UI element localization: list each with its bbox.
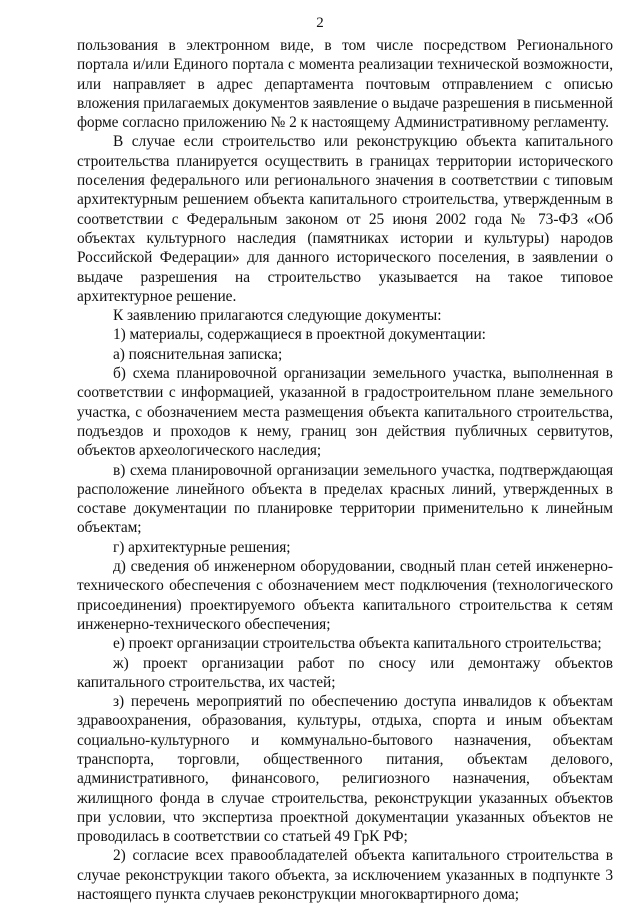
- paragraph: К заявлению прилагаются следующие документы:: [113, 307, 442, 325]
- paragraph: пользования в электронном виде, в том числе посредством Регионального портала и/или Единого портала с момента реализации технической возможности, или направляет в адрес департамента почтовым отправлением с описью вложения прилагаемых документов заявление о выдаче разрешения в письменной форме согласно приложению № 2 к настоящему Административному регламенту.: [77, 37, 613, 132]
- list-item: в) схема планировочной организации земельного участка, подтверждающая расположение линейного объекта в пределах красных линий, утвержденных в составе документации по планировке территории применительно к линейным объектам;: [77, 461, 613, 537]
- document-body: [77, 36, 613, 904]
- list-item: б) схема планировочной организации земельного участка, выполненная в соответствии с информацией, указанной в градостроительном плане земельного участка, с обозначением места размещения объекта капитального строительства, подъездов и проходов к нему, границ зон действия публичных сервитутов, объектов археологического наследия;: [77, 365, 613, 460]
- list-item: ж) проект организации работ по сносу или демонтажу объектов капитального строительства, их частей;: [77, 654, 613, 691]
- list-item: д) сведения об инженерном оборудовании, сводный план сетей инженерно-технического обеспечения с обозначением мест подключения (технологического присоединения) проектируемого объекта капитального строительства к сетям инженерно-технического обеспечения;: [77, 558, 613, 633]
- page-number: 2: [316, 15, 324, 31]
- list-item: 2) согласие всех правообладателей объекта капитального строительства в случае реконструкции такого объекта, за исключением указанных в подпункте 3 настоящего пункта случаев реконструкции многоквартирного дома;: [77, 847, 613, 904]
- list-item: г) архитектурные решения;: [113, 538, 291, 556]
- list-item: а) пояснительная записка;: [113, 345, 283, 363]
- list-item: 1) материалы, содержащиеся в проектной документации:: [113, 326, 486, 344]
- paragraph: В случае если строительство или реконструкцию объекта капитального строительства планируется осуществить в границах территории исторического поселения федерального или регионального значения в соответствии с типовым архитектурным решением объекта капитального строительства, утвержденным в соответствии с Федеральным законом от 25 июня 2002 года № 73-ФЗ «Об объектах культурного наследия (памятниках истории и культуры) народов Российской Федерации» для данного исторического поселения, в заявлении о выдаче разрешения на строительство указывается на такое типовое архитектурное решение.: [77, 133, 613, 305]
- list-item: е) проект организации строительства объекта капитального строительства;: [113, 635, 602, 653]
- list-item: з) перечень мероприятий по обеспечению доступа инвалидов к объектам здравоохранения, образования, культуры, отдыха, спорта и иным объектам социально-культурного и коммунально-бытового назначения, объектам транспорта, торговли, общественного питания, объектам делового, административного, финансового, религиозного назначения, объектам жилищного фонда в случае строительства, реконструкции указанных объектов при условии, что экспертиза проектной документации указанных объектов не проводилась в соответствии со статьей 49 ГрК РФ;: [77, 693, 613, 846]
